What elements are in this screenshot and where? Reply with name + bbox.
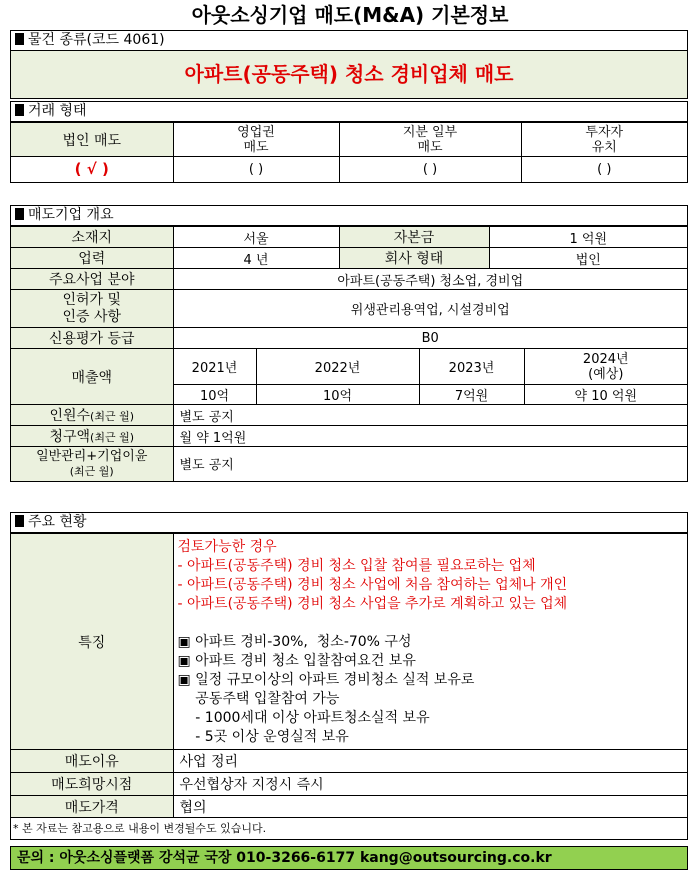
feature-point: - 1000세대 이상 아파트청소실적 보유 — [177, 710, 430, 726]
overview-header — [11, 206, 687, 226]
feature-content — [173, 534, 687, 750]
status-section — [10, 512, 688, 840]
feature-red-item: - 아파트(공동주택) 경비 청소 사업을 추가로 계획하고 있는 업체 — [177, 596, 568, 612]
feature-red-item: - 아파트(공동주택) 경비 청소 입찰 참여를 필요로하는 업체 — [177, 558, 536, 574]
deal-option-mark: ( ) — [173, 157, 339, 182]
overview-section — [10, 205, 688, 482]
deal-option-mark: ( ) — [339, 157, 521, 182]
item-type-header — [11, 31, 687, 51]
feature-label: 특징 — [11, 534, 173, 750]
feature-point: - 5곳 이상 운영실적 보유 — [177, 729, 349, 745]
deal-option-label: 법인 매도 — [11, 123, 173, 157]
business-label: 주요사업 분야 — [11, 269, 173, 290]
billing-label: 청구액(최근 월) — [11, 426, 173, 447]
feature-point: ▣ 아파트 경비 청소 입찰참여요건 보유 — [177, 653, 416, 669]
contact-footer: 문의 : 아웃소싱플랫폼 강석균 국장 010-3266-6177 kang@outsourcing.co.kr — [10, 846, 688, 870]
deal-option-mark: ( ) — [521, 157, 687, 182]
margin-label: 일반관리+기업이윤 (최근 월) — [11, 447, 173, 481]
square-bullet-icon — [15, 33, 24, 45]
deal-option-label: 투자자 유치 — [521, 123, 687, 157]
deal-type-table — [11, 122, 687, 182]
deal-option-label: 지분 일부 매도 — [339, 123, 521, 157]
license-label: 인허가 및 인증 사항 — [11, 290, 173, 328]
page-title: 아웃소싱기업 매도(M&A) 기본정보 — [191, 3, 509, 27]
status-header-label: 주요 현황 — [28, 514, 87, 530]
sales-value: 7억원 — [419, 385, 524, 405]
deal-type-header — [11, 102, 687, 122]
company-type-value: 법인 — [489, 248, 687, 269]
item-type-section — [10, 30, 688, 99]
credit-label: 신용평가 등급 — [11, 328, 173, 349]
feature-point: ▣ 아파트 경비-30%, 청소-70% 구성 — [177, 634, 412, 650]
sales-year: 2022년 — [256, 349, 419, 385]
billing-value: 월 약 1억원 — [173, 426, 687, 447]
status-header — [11, 513, 687, 533]
timing-label: 매도희망시점 — [11, 773, 173, 796]
square-bullet-icon — [15, 208, 24, 220]
item-name: 아파트(공동주택) 청소 경비업체 매도 — [11, 51, 687, 98]
feature-point: 공동주택 입찰참여 가능 — [177, 691, 340, 707]
location-label: 소재지 — [11, 227, 173, 248]
timing-value: 우선협상자 지정시 즉시 — [173, 773, 687, 796]
feature-point: ▣ 일정 규모이상의 아파트 경비청소 실적 보유로 — [177, 672, 475, 688]
capital-label: 자본금 — [339, 227, 489, 248]
feature-intro: 검토가능한 경우 — [177, 539, 277, 555]
business-value: 아파트(공동주택) 청소업, 경비업 — [173, 269, 687, 290]
sales-value: 10억 — [173, 385, 256, 405]
square-bullet-icon — [15, 104, 24, 116]
history-value: 4 년 — [173, 248, 339, 269]
sales-year: 2021년 — [173, 349, 256, 385]
reason-label: 매도이유 — [11, 750, 173, 773]
sales-value: 약 10 억원 — [524, 385, 687, 405]
history-label: 업력 — [11, 248, 173, 269]
deal-option-label: 영업권 매도 — [173, 123, 339, 157]
location-value: 서울 — [173, 227, 339, 248]
status-table — [11, 533, 687, 839]
company-type-label: 회사 형태 — [339, 248, 489, 269]
disclaimer-note: * 본 자료는 참고용으로 내용이 변경될수도 있습니다. — [11, 818, 687, 839]
credit-value: B0 — [173, 328, 687, 349]
deal-option-mark: ( √ ) — [11, 157, 173, 182]
price-label: 매도가격 — [11, 796, 173, 818]
feature-red-item: - 아파트(공동주택) 경비 청소 사업에 처음 참여하는 업체나 개인 — [177, 577, 568, 593]
sales-value: 10억 — [256, 385, 419, 405]
overview-table — [11, 226, 687, 481]
margin-value: 별도 공지 — [173, 447, 687, 481]
item-type-header-label: 물건 종류(코드 4061) — [28, 32, 165, 48]
deal-type-header-label: 거래 형태 — [28, 103, 87, 119]
deal-type-section — [10, 101, 688, 183]
capital-value: 1 억원 — [489, 227, 687, 248]
price-value: 협의 — [173, 796, 687, 818]
staff-value: 별도 공지 — [173, 405, 687, 426]
sales-year: 2024년 (예상) — [524, 349, 687, 385]
reason-value: 사업 정리 — [173, 750, 687, 773]
sales-label: 매출액 — [11, 349, 173, 405]
square-bullet-icon — [15, 515, 24, 527]
sales-year: 2023년 — [419, 349, 524, 385]
license-value: 위생관리용역업, 시설경비업 — [173, 290, 687, 328]
staff-label: 인원수(최근 월) — [11, 405, 173, 426]
overview-header-label: 매도기업 개요 — [28, 207, 114, 223]
